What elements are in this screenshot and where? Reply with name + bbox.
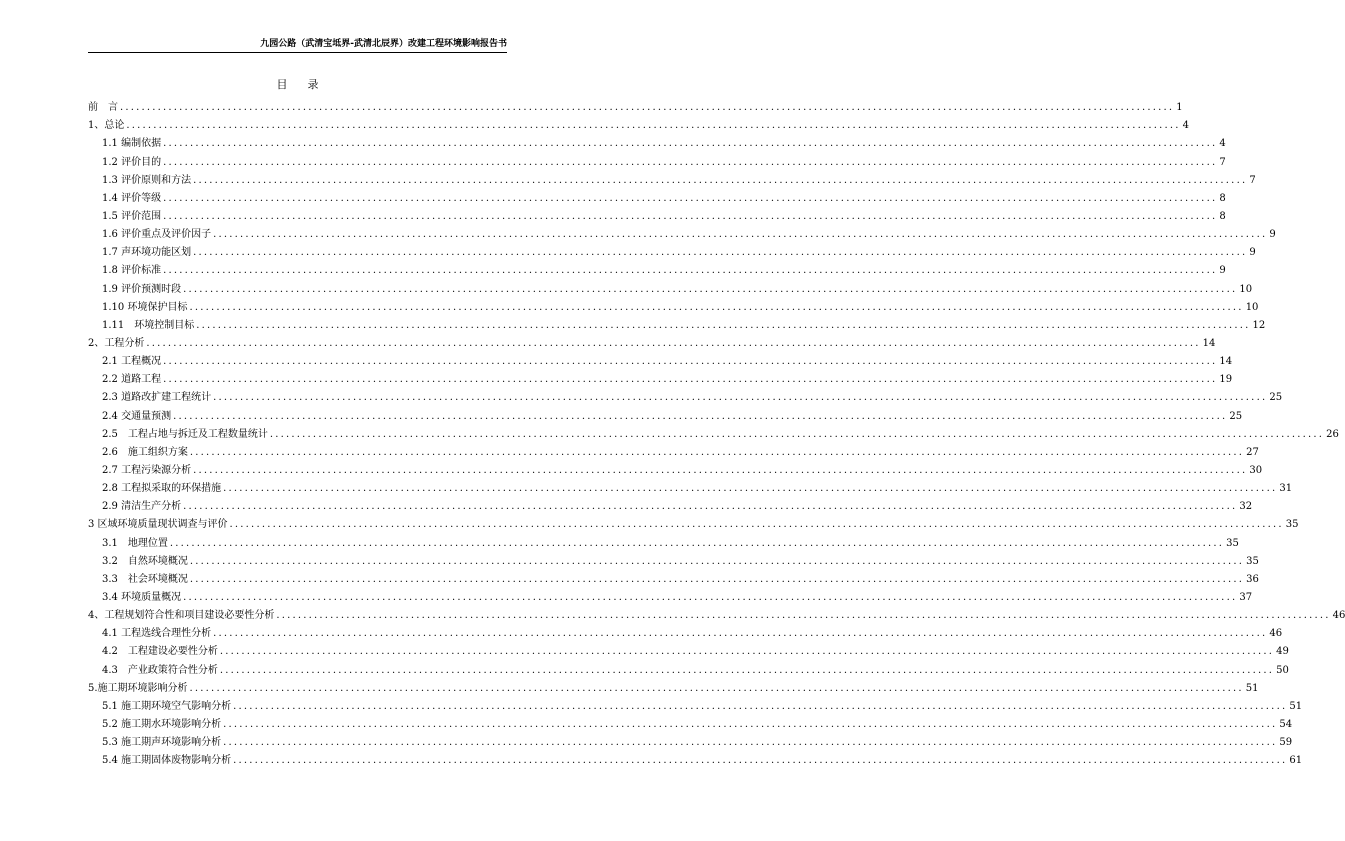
toc-leader-dots: ....................................................................................................................................................................................................	[183, 501, 1238, 513]
toc-leader-dots: ....................................................................................................................................................................................................	[189, 682, 1244, 694]
toc-leader-dots: ....................................................................................................................................................................................................	[120, 102, 1175, 114]
toc-leader-dots: ....................................................................................................................................................................................................	[219, 664, 1275, 676]
toc-entry-label: 3.1 地理位置	[102, 537, 168, 549]
toc-entry[interactable]	[88, 695, 1303, 713]
toc-entry-label: 2.9 清洁生产分析	[102, 501, 182, 513]
toc-entry[interactable]	[88, 96, 1183, 114]
toc-leader-dots: ....................................................................................................................................................................................................	[233, 755, 1288, 767]
toc-entry-label: 3.3 社会环境概况	[102, 573, 188, 585]
toc-leader-dots: ....................................................................................................................................................................................................	[193, 174, 1248, 186]
toc-title: 目录	[276, 78, 339, 91]
toc-entry-label: 2、工程分析	[88, 337, 145, 349]
toc-entry[interactable]	[88, 731, 1293, 749]
toc-entry[interactable]	[88, 277, 1253, 295]
toc-entry[interactable]	[88, 132, 1226, 150]
toc-leader-dots: ....................................................................................................................................................................................................	[163, 192, 1218, 204]
toc-entry-page: 27	[1246, 446, 1259, 458]
toc-entry-label: 2.5 工程占地与拆迁及工程数量统计	[102, 428, 268, 440]
toc-entry-page: 51	[1289, 700, 1303, 712]
toc-entry-label: 2.7 工程污染源分析	[102, 464, 192, 476]
toc-entry-page: 9	[1219, 265, 1226, 277]
toc-entry[interactable]	[88, 550, 1259, 568]
toc-leader-dots: ....................................................................................................................................................................................................	[223, 483, 1278, 495]
toc-entry-page: 14	[1202, 337, 1216, 349]
toc-leader-dots: ....................................................................................................................................................................................................	[126, 120, 1181, 132]
toc-entry-page: 50	[1276, 664, 1289, 676]
toc-entry-page: 7	[1249, 174, 1256, 186]
toc-leader-dots: ....................................................................................................................................................................................................	[163, 265, 1218, 277]
toc-entry-label: 2.2 道路工程	[102, 374, 162, 386]
toc-entry-page: 35	[1226, 537, 1239, 549]
toc-entry-label: 4.1 工程选线合理性分析	[102, 628, 212, 640]
toc-entry-page: 36	[1246, 573, 1259, 585]
toc-entry-label: 1.2 评价目的	[102, 156, 162, 168]
toc-entry[interactable]	[88, 368, 1233, 386]
toc-entry-label: 前 言	[88, 102, 118, 114]
toc-entry[interactable]	[88, 459, 1263, 477]
toc-entry-label: 5.1 施工期环境空气影响分析	[102, 700, 232, 712]
toc-entry-page: 7	[1219, 156, 1226, 168]
toc-entry-label: 2.3 道路改扩建工程统计	[102, 392, 212, 404]
toc-entry[interactable]	[88, 169, 1256, 187]
toc-entry-label: 4.3 产业政策符合性分析	[102, 664, 218, 676]
toc-entry-page: 26	[1326, 428, 1339, 440]
toc-entry-label: 1.8 评价标准	[102, 265, 162, 277]
toc-entry-page: 4	[1219, 138, 1226, 150]
toc-leader-dots: ....................................................................................................................................................................................................	[223, 718, 1278, 730]
toc-leader-dots: ....................................................................................................................................................................................................	[189, 555, 1245, 567]
toc-leader-dots: ....................................................................................................................................................................................................	[276, 610, 1331, 622]
toc-entry-label: 2.1 工程概况	[102, 356, 162, 368]
toc-entry-label: 1.1 编制依据	[102, 138, 162, 150]
toc-entry-page: 54	[1279, 718, 1293, 730]
toc-leader-dots: ....................................................................................................................................................................................................	[223, 737, 1278, 749]
toc-leader-dots: ....................................................................................................................................................................................................	[189, 301, 1244, 313]
toc-entry[interactable]	[88, 441, 1259, 459]
toc-entry-label: 4、工程规划符合性和项目建设必要性分析	[88, 610, 275, 622]
toc-entry-label: 1.10 环境保护目标	[102, 301, 188, 313]
toc-entry-page: 37	[1239, 591, 1253, 603]
running-header	[88, 36, 507, 53]
toc-entry[interactable]	[88, 677, 1259, 695]
toc-leader-dots: ....................................................................................................................................................................................................	[173, 410, 1228, 422]
toc-leader-dots: ....................................................................................................................................................................................................	[213, 392, 1268, 404]
toc-leader-dots: ....................................................................................................................................................................................................	[213, 628, 1268, 640]
toc-entry-label: 1、总论	[88, 120, 125, 132]
toc-entry-label: 1.11 环境控制目标	[102, 319, 195, 331]
toc-entry-page: 19	[1219, 374, 1233, 386]
toc-entry[interactable]	[88, 477, 1293, 495]
toc-leader-dots: ....................................................................................................................................................................................................	[163, 156, 1218, 168]
toc-entry-page: 25	[1229, 410, 1243, 422]
toc-entry-label: 5.3 施工期声环境影响分析	[102, 737, 222, 749]
toc-entry-page: 9	[1249, 247, 1256, 259]
toc-entry-page: 61	[1289, 755, 1303, 767]
toc-entry-label: 5.2 施工期水环境影响分析	[102, 718, 222, 730]
toc-leader-dots: ....................................................................................................................................................................................................	[193, 247, 1248, 259]
toc-entry-label: 1.6 评价重点及评价因子	[102, 229, 212, 241]
toc-entry-label: 3.4 环境质量概况	[102, 591, 182, 603]
toc-entry-label: 2.6 施工组织方案	[102, 446, 188, 458]
toc-entry[interactable]	[88, 586, 1253, 604]
toc-entry[interactable]	[88, 713, 1293, 731]
toc-entry-label: 2.8 工程拟采取的环保措施	[102, 483, 222, 495]
toc-entry-page: 1	[1176, 102, 1183, 114]
toc-leader-dots: ....................................................................................................................................................................................................	[183, 591, 1238, 603]
toc-entry[interactable]	[88, 350, 1233, 368]
toc-entry-label: 4.2 工程建设必要性分析	[102, 646, 218, 658]
toc-entry[interactable]	[88, 150, 1226, 168]
toc-entry-page: 4	[1182, 120, 1189, 132]
header-title: 九园公路（武清宝坻界-武清北辰界）改建工程环境影响报告书	[260, 39, 507, 49]
toc-entry-page: 8	[1219, 210, 1226, 222]
toc-entry[interactable]	[88, 223, 1276, 241]
toc-entry-label: 5.施工期环境影响分析	[88, 682, 188, 694]
toc-leader-dots: ....................................................................................................................................................................................................	[269, 428, 1325, 440]
toc-entry-page: 25	[1269, 392, 1283, 404]
toc-leader-dots: ....................................................................................................................................................................................................	[169, 537, 1225, 549]
toc-entry[interactable]	[88, 259, 1226, 277]
toc-entry-page: 10	[1239, 283, 1253, 295]
toc-entry-label: 1.9 评价预测时段	[102, 283, 182, 295]
toc-entry-label: 3 区域环境质量现状调查与评价	[88, 519, 228, 531]
toc-entry-page: 31	[1279, 483, 1293, 495]
toc-entry-page: 51	[1245, 682, 1259, 694]
toc-entry-page: 8	[1219, 192, 1226, 204]
toc-entry[interactable]	[88, 531, 1239, 549]
toc-entry[interactable]	[88, 205, 1226, 223]
toc-entry-page: 35	[1246, 555, 1259, 567]
toc-leader-dots: ....................................................................................................................................................................................................	[163, 138, 1218, 150]
toc-entry-label: 5.4 施工期固体废物影响分析	[102, 755, 232, 767]
toc-entry[interactable]	[88, 495, 1253, 513]
toc-entry-page: 46	[1269, 628, 1283, 640]
toc-entry-page: 35	[1285, 519, 1299, 531]
toc-entry[interactable]	[88, 314, 1266, 332]
toc-leader-dots: ....................................................................................................................................................................................................	[163, 210, 1218, 222]
toc-entry-page: 59	[1279, 737, 1293, 749]
toc-entry-page: 49	[1276, 646, 1289, 658]
toc-leader-dots: ....................................................................................................................................................................................................	[233, 700, 1288, 712]
toc-entry-label: 1.5 评价范围	[102, 210, 162, 222]
toc-entry[interactable]	[88, 622, 1283, 640]
toc-entry[interactable]	[88, 241, 1256, 259]
toc-leader-dots: ....................................................................................................................................................................................................	[163, 356, 1218, 368]
toc-entry-page: 46	[1332, 610, 1345, 622]
toc-entry[interactable]	[88, 386, 1283, 404]
toc-entry-page: 10	[1245, 301, 1259, 313]
toc-leader-dots: ....................................................................................................................................................................................................	[193, 464, 1248, 476]
toc-entry[interactable]	[88, 604, 1345, 622]
table-of-contents	[88, 96, 1345, 767]
toc-entry[interactable]	[88, 187, 1226, 205]
toc-leader-dots: ....................................................................................................................................................................................................	[219, 646, 1275, 658]
toc-entry[interactable]	[88, 332, 1216, 350]
toc-entry[interactable]	[88, 423, 1339, 441]
toc-entry[interactable]	[88, 296, 1259, 314]
toc-entry-page: 9	[1269, 229, 1276, 241]
toc-entry[interactable]	[88, 640, 1289, 658]
toc-entry-label: 1.3 评价原则和方法	[102, 174, 192, 186]
toc-leader-dots: ....................................................................................................................................................................................................	[163, 374, 1218, 386]
toc-leader-dots: ....................................................................................................................................................................................................	[189, 573, 1245, 585]
toc-entry-page: 32	[1239, 501, 1253, 513]
toc-entry[interactable]	[88, 513, 1299, 531]
toc-leader-dots: ....................................................................................................................................................................................................	[146, 337, 1201, 349]
toc-leader-dots: ....................................................................................................................................................................................................	[183, 283, 1238, 295]
toc-leader-dots: ....................................................................................................................................................................................................	[213, 229, 1268, 241]
toc-leader-dots: ....................................................................................................................................................................................................	[189, 446, 1245, 458]
toc-leader-dots: ....................................................................................................................................................................................................	[196, 319, 1251, 331]
toc-entry[interactable]	[88, 568, 1259, 586]
toc-entry[interactable]	[88, 114, 1189, 132]
toc-leader-dots: ....................................................................................................................................................................................................	[229, 519, 1284, 531]
toc-entry-page: 30	[1249, 464, 1263, 476]
toc-entry[interactable]	[88, 749, 1303, 767]
toc-entry-page: 14	[1219, 356, 1233, 368]
toc-entry-label: 2.4 交通量预测	[102, 410, 172, 422]
toc-entry[interactable]	[88, 404, 1243, 422]
toc-entry-page: 12	[1252, 319, 1266, 331]
toc-entry-label: 1.7 声环境功能区划	[102, 247, 192, 259]
toc-entry-label: 3.2 自然环境概况	[102, 555, 188, 567]
toc-entry-label: 1.4 评价等级	[102, 192, 162, 204]
toc-entry[interactable]	[88, 658, 1289, 676]
